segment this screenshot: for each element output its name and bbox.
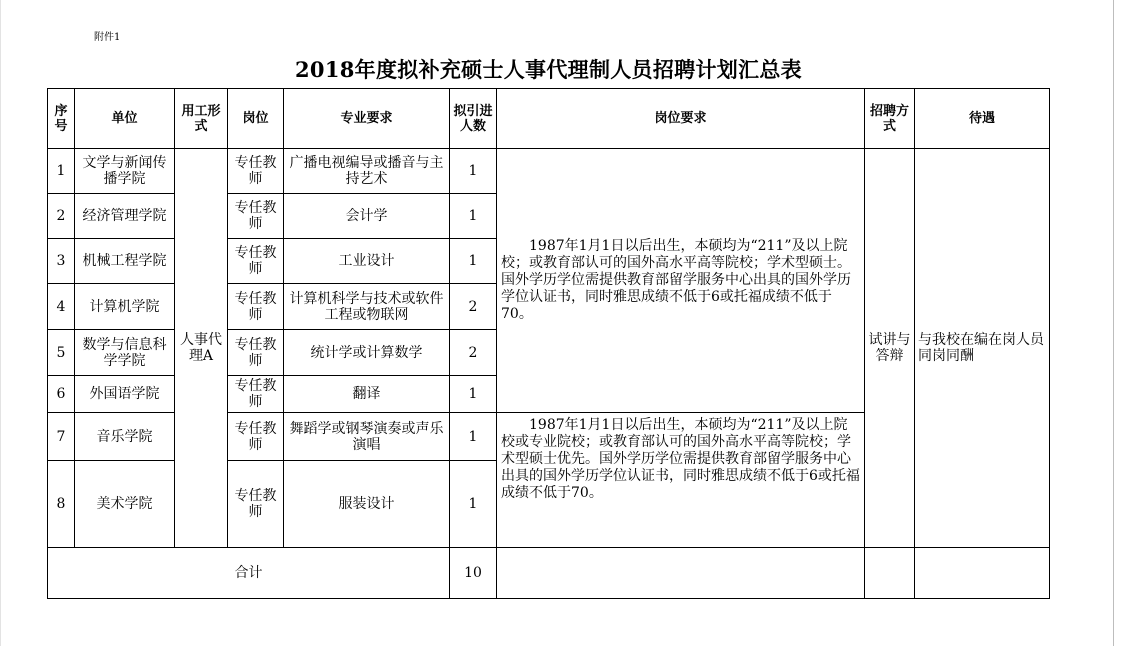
row-major: 计算机科学与技术或软件工程或物联网	[284, 284, 450, 330]
row-major: 工业设计	[284, 239, 450, 284]
row-unit: 文学与新闻传播学院	[75, 149, 175, 194]
header-planned-count: 拟引进人数	[450, 89, 497, 149]
row-post: 专任教师	[228, 461, 284, 548]
row-post: 专任教师	[228, 194, 284, 239]
row-post: 专任教师	[228, 284, 284, 330]
row-no: 6	[48, 376, 75, 413]
row-count: 1	[450, 376, 497, 413]
row-no: 5	[48, 330, 75, 376]
total-label: 合计	[48, 548, 450, 599]
requirements-group-1: 1987年1月1日以后出生，本硕均为“211”及以上院校；或教育部认可的国外高水平高等院校；学术型硕士。国外学历学位需提供教育部留学服务中心出具的国外学历学位认证书，同时雅思成绩不低于6或托福成绩不低于70。	[497, 149, 865, 413]
row-unit: 美术学院	[75, 461, 175, 548]
row-count: 1	[450, 413, 497, 461]
total-empty-benefits	[915, 548, 1050, 599]
row-count: 1	[450, 194, 497, 239]
employment-type-cell: 人事代理A	[175, 149, 228, 548]
row-unit: 机械工程学院	[75, 239, 175, 284]
header-employment-type: 用工形式	[175, 89, 228, 149]
row-major: 舞蹈学或钢琴演奏或声乐演唱	[284, 413, 450, 461]
row-unit: 数学与信息科学学院	[75, 330, 175, 376]
header-unit: 单位	[75, 89, 175, 149]
header-post: 岗位	[228, 89, 284, 149]
row-count: 1	[450, 239, 497, 284]
benefits-cell: 与我校在编在岗人员同岗同酬	[915, 149, 1050, 548]
row-count: 1	[450, 149, 497, 194]
row-count: 2	[450, 330, 497, 376]
row-post: 专任教师	[228, 376, 284, 413]
row-post: 专任教师	[228, 239, 284, 284]
header-recruitment-method: 招聘方式	[865, 89, 915, 149]
row-unit: 计算机学院	[75, 284, 175, 330]
total-count: 10	[450, 548, 497, 599]
recruitment-method-cell: 试讲与答辩	[865, 149, 915, 548]
requirements-group-2: 1987年1月1日以后出生，本硕均为“211”及以上院校或专业院校；或教育部认可的国外高水平高等院校；学术型硕士优先。国外学历学位需提供教育部留学服务中心出具的国外学历学位认证书，同时雅思成绩不低于6或托福成绩不低于70。	[497, 413, 865, 548]
header-benefits: 待遇	[915, 89, 1050, 149]
row-major: 广播电视编导或播音与主持艺术	[284, 149, 450, 194]
row-no: 7	[48, 413, 75, 461]
row-no: 2	[48, 194, 75, 239]
row-count: 1	[450, 461, 497, 548]
table-row	[48, 149, 1050, 194]
row-unit: 外国语学院	[75, 376, 175, 413]
row-no: 1	[48, 149, 75, 194]
row-post: 专任教师	[228, 149, 284, 194]
header-row	[48, 89, 1050, 149]
page-left-edge	[0, 0, 1, 646]
row-no: 4	[48, 284, 75, 330]
header-major: 专业要求	[284, 89, 450, 149]
total-empty-method	[865, 548, 915, 599]
row-major: 服装设计	[284, 461, 450, 548]
header-no: 序号	[48, 89, 75, 149]
row-unit: 音乐学院	[75, 413, 175, 461]
row-major: 统计学或计算数学	[284, 330, 450, 376]
header-post-requirements: 岗位要求	[497, 89, 865, 149]
total-empty-requirements	[497, 548, 865, 599]
recruitment-plan-table	[47, 88, 1050, 599]
row-major: 翻译	[284, 376, 450, 413]
total-row	[48, 548, 1050, 599]
row-count: 2	[450, 284, 497, 330]
row-no: 8	[48, 461, 75, 548]
page-title: 2018年度拟补充硕士人事代理制人员招聘计划汇总表	[295, 57, 802, 82]
row-post: 专任教师	[228, 330, 284, 376]
attachment-label: 附件1	[94, 32, 121, 43]
page-right-edge	[1113, 0, 1114, 646]
row-major: 会计学	[284, 194, 450, 239]
row-unit: 经济管理学院	[75, 194, 175, 239]
row-no: 3	[48, 239, 75, 284]
row-post: 专任教师	[228, 413, 284, 461]
